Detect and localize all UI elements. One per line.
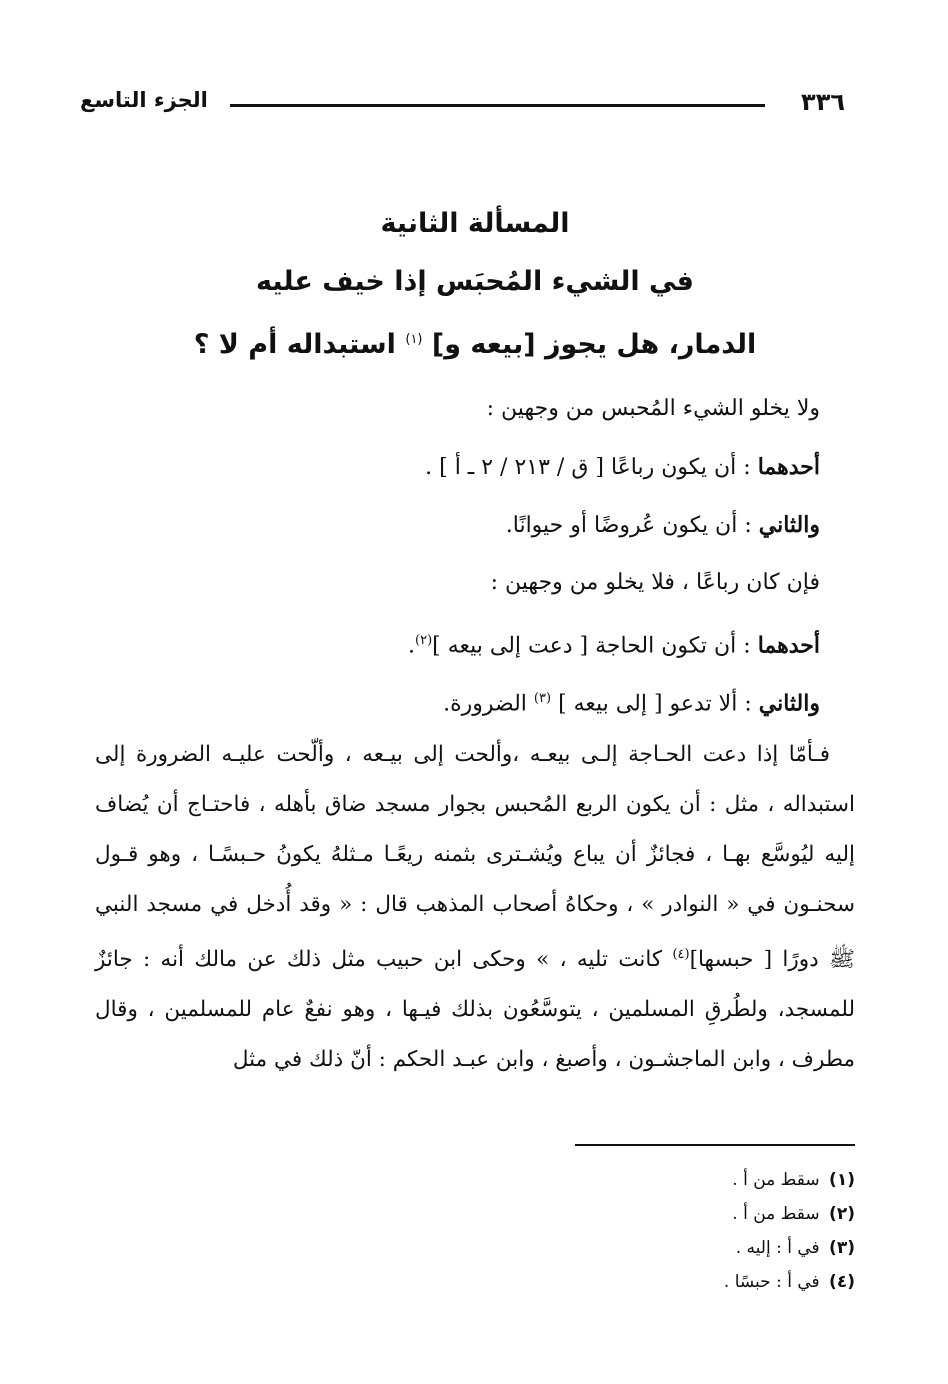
line-text: : أن يكون عُروضًا أو حيوانًا. [505,513,752,538]
body-lines [95,380,820,728]
footnotes [455,1163,855,1299]
footnote [455,1265,855,1299]
text-line [95,554,820,612]
line-text: ولا يخلو الشيء المُحبس من وجهين : [486,396,820,421]
footnote-number: (٢) [829,1204,855,1224]
footnote-text: سقط من أ . [732,1170,820,1190]
footnote-ref-2: (٢) [415,633,433,648]
title-line-3 [150,311,800,369]
footnote-text: في أ : حبسًا . [723,1272,820,1292]
footnote-text: سقط من أ . [732,1204,820,1224]
footnote-ref-1: (١) [405,332,423,347]
line-lead: أحدهما [757,632,820,659]
paragraph-part-1: فـأمّا إذا دعت الحـاجة إلـى بيعـه ،وألحت إلى بيـعه ، وألّحت عليـه الضرورة إلى استبداله ، مثل : أن يكون الربع المُحبس بجوار مسجد ضاق بأهله ، فاحتـاج أن يُضاف إليه ليُوسَّع بهـا ، فجائزٌ أن يباع ويُشـترى بثمنه ريعًـا مـثلهُ يكونُ حـبسًـا ، وهو قـول سحنـون في « النوادر » ، وحكاهُ أصحاب المذهب قال : « وقد أُدخل في مسجد النبي ﷺ دورًا [ حبسها] [95,742,855,973]
text-line [95,380,820,438]
line-tail: . [408,633,415,659]
footnote-text: في أ : إليه . [735,1238,820,1258]
title-line-2: في الشيء المُحبَس إذا خيف عليه [256,266,694,297]
footnote [455,1163,855,1197]
main-paragraph [95,730,855,1085]
line-text: : أن يكون رباعًا [ ق / ٢١٣ / ٢ ـ أ ] . [425,455,751,480]
line-lead: والثاني [758,690,820,717]
text-line [95,496,820,554]
footnote-number: (٤) [829,1272,855,1292]
line-lead: والثاني [758,512,820,538]
line-text: : أن تكون الحاجة [ دعت إلى بيعه ] [432,633,751,659]
footnote-rule [575,1144,855,1146]
line-lead: أحدهما [757,454,820,480]
page-header [80,80,845,130]
text-line [95,438,820,496]
section-title [150,195,800,369]
line-text: فإن كان رباعًا ، فلا يخلو من وجهين : [490,570,820,595]
footnote [455,1231,855,1265]
footnote-ref-3: (٣) [533,691,552,706]
text-line [95,670,820,728]
part-title: الجزء التاسع [80,88,208,112]
paragraph-part-2: كانت تليه ، » وحكى ابن حبيب مثل ذلك عن مالك أنه : جائزٌ للمسجد، ولطُرقِ المسلمين ، يتوسَّعُون بذلك فيـها ، وهو نفعٌ عام للمسلمين ، وقال مطرف ، وابن الماجشـون ، وأصبغ ، وابن عبـد الحكم : أنّ ذلك في مثل [95,947,855,1073]
title-line-3-end: استبداله أم لا ؟ [193,329,396,360]
footnote [455,1197,855,1231]
page-number: ٣٣٦ [801,88,845,116]
line-text: : ألا تدعو [ إلى بيعه ] [558,691,752,717]
text-line [95,612,820,670]
title-line-1: المسألة الثانية [380,208,570,239]
footnote-ref-4: (٤) [672,947,690,962]
footnote-number: (٣) [829,1238,855,1258]
line-tail: الضرورة. [443,691,527,717]
title-line-3-main: الدمار، هل يجوز [بيعه و] [431,329,757,360]
footnote-number: (١) [829,1170,855,1190]
header-rule [230,104,765,107]
